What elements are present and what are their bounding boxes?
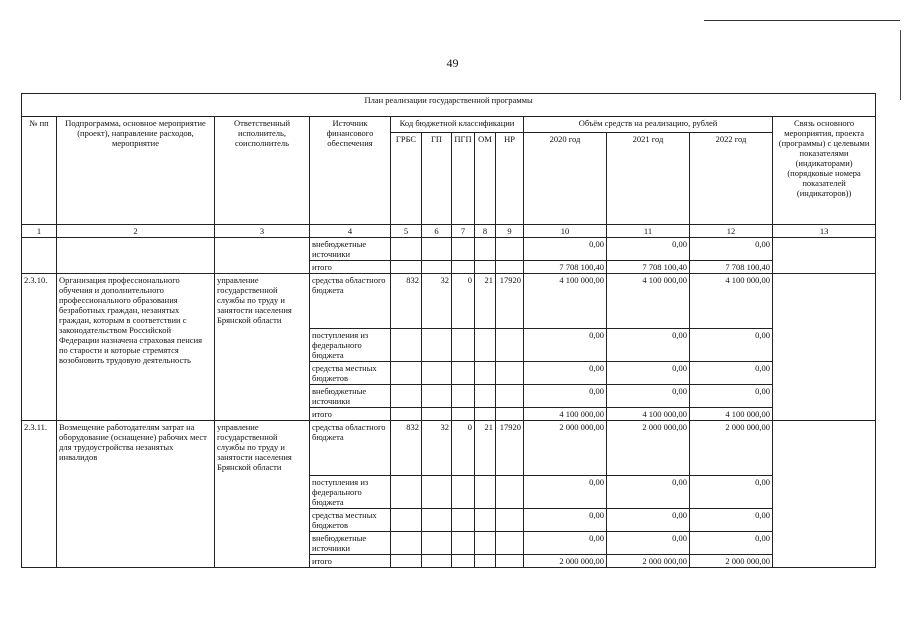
value-2021: 0,00 bbox=[607, 238, 690, 261]
value-2022: 0,00 bbox=[690, 238, 773, 261]
gp-cell: 32 bbox=[422, 421, 452, 476]
value-2020: 7 708 100,40 bbox=[524, 261, 607, 274]
link-cell bbox=[773, 238, 876, 274]
value-2020: 4 100 000,00 bbox=[524, 274, 607, 329]
col-number: 2 bbox=[57, 225, 215, 238]
item-num: 2.3.11. bbox=[22, 421, 57, 568]
source-cell: внебюджетные источники bbox=[310, 385, 391, 408]
header-num: № пп bbox=[22, 117, 57, 225]
col-number: 7 bbox=[452, 225, 475, 238]
value-2021: 2 000 000,00 bbox=[607, 421, 690, 476]
table-row bbox=[22, 238, 876, 261]
col-number: 6 bbox=[422, 225, 452, 238]
header-nr: НР bbox=[496, 133, 524, 225]
col-number: 1 bbox=[22, 225, 57, 238]
value-2021: 2 000 000,00 bbox=[607, 555, 690, 568]
pgp-cell: 0 bbox=[452, 421, 475, 476]
header-gp: ГП bbox=[422, 133, 452, 225]
value-2020: 0,00 bbox=[524, 362, 607, 385]
source-cell: средства областного бюджета bbox=[310, 421, 391, 476]
value-2020: 0,00 bbox=[524, 532, 607, 555]
col-number: 13 bbox=[773, 225, 876, 238]
table-title-row bbox=[22, 94, 876, 117]
link-cell bbox=[773, 274, 876, 421]
col-number: 10 bbox=[524, 225, 607, 238]
value-2022: 4 100 000,00 bbox=[690, 408, 773, 421]
nr-cell: 17920 bbox=[496, 274, 524, 329]
item-responsible: управление государственной службы по труду и занятости населения Брянской области bbox=[215, 421, 310, 568]
source-cell: итого bbox=[310, 408, 391, 421]
value-2020: 0,00 bbox=[524, 509, 607, 532]
carry-num-cell bbox=[22, 238, 57, 274]
column-number-row bbox=[22, 225, 876, 238]
value-2020: 0,00 bbox=[524, 385, 607, 408]
value-2022: 2 000 000,00 bbox=[690, 555, 773, 568]
value-2021: 0,00 bbox=[607, 362, 690, 385]
source-cell: средства местных бюджетов bbox=[310, 509, 391, 532]
value-2022: 0,00 bbox=[690, 362, 773, 385]
value-2020: 2 000 000,00 bbox=[524, 421, 607, 476]
value-2022: 0,00 bbox=[690, 329, 773, 362]
header-budget-code: Код бюджетной классификации bbox=[391, 117, 524, 133]
value-2020: 0,00 bbox=[524, 238, 607, 261]
value-2021: 4 100 000,00 bbox=[607, 408, 690, 421]
value-2021: 4 100 000,00 bbox=[607, 274, 690, 329]
source-cell: внебюджетные источники bbox=[310, 238, 391, 261]
header-responsible: Ответственный исполнитель, соисполнитель bbox=[215, 117, 310, 225]
link-cell bbox=[773, 421, 876, 568]
top-rule bbox=[704, 20, 900, 21]
source-cell: средства областного бюджета bbox=[310, 274, 391, 329]
value-2021: 0,00 bbox=[607, 476, 690, 509]
value-2022: 0,00 bbox=[690, 476, 773, 509]
col-number: 12 bbox=[690, 225, 773, 238]
col-number: 5 bbox=[391, 225, 422, 238]
value-2020: 4 100 000,00 bbox=[524, 408, 607, 421]
nr-cell: 17920 bbox=[496, 421, 524, 476]
value-2021: 0,00 bbox=[607, 329, 690, 362]
source-cell: итого bbox=[310, 555, 391, 568]
pgp-cell: 0 bbox=[452, 274, 475, 329]
carry-responsible-cell bbox=[215, 238, 310, 274]
item-name: Возмещение работодателям затрат на оборудование (оснащение) рабочих мест для трудоустройства незанятых инвалидов bbox=[57, 421, 215, 568]
table-row bbox=[22, 274, 876, 329]
page-number: 49 bbox=[446, 56, 459, 70]
value-2020: 0,00 bbox=[524, 329, 607, 362]
om-cell: 21 bbox=[475, 421, 496, 476]
value-2020: 2 000 000,00 bbox=[524, 555, 607, 568]
value-2022: 7 708 100,40 bbox=[690, 261, 773, 274]
header-pgp: ПГП bbox=[452, 133, 475, 225]
value-2020: 0,00 bbox=[524, 476, 607, 509]
value-2021: 0,00 bbox=[607, 532, 690, 555]
grbs-cell: 832 bbox=[391, 421, 422, 476]
value-2022: 0,00 bbox=[690, 532, 773, 555]
value-2022: 2 000 000,00 bbox=[690, 421, 773, 476]
value-2022: 0,00 bbox=[690, 385, 773, 408]
header-grbs: ГРБС bbox=[391, 133, 422, 225]
source-cell: средства местных бюджетов bbox=[310, 362, 391, 385]
value-2021: 0,00 bbox=[607, 385, 690, 408]
source-cell: поступления из федерального бюджета bbox=[310, 476, 391, 509]
header-source: Источник финансового обеспечения bbox=[310, 117, 391, 225]
item-num: 2.3.10. bbox=[22, 274, 57, 421]
om-cell: 21 bbox=[475, 274, 496, 329]
col-number: 9 bbox=[496, 225, 524, 238]
header-row-1 bbox=[22, 117, 876, 133]
source-cell: итого bbox=[310, 261, 391, 274]
item-responsible: управление государственной службы по труду и занятости населения Брянской области bbox=[215, 274, 310, 421]
header-2021: 2021 год bbox=[607, 133, 690, 225]
table-title: План реализации государственной программы bbox=[22, 94, 876, 117]
header-2022: 2022 год bbox=[690, 133, 773, 225]
value-2022: 0,00 bbox=[690, 509, 773, 532]
source-cell: поступления из федерального бюджета bbox=[310, 329, 391, 362]
program-plan-table bbox=[21, 93, 876, 568]
col-number: 11 bbox=[607, 225, 690, 238]
value-2022: 4 100 000,00 bbox=[690, 274, 773, 329]
header-link: Связь основного мероприятия, проекта (программы) с целевыми показателями (индикаторами) (порядковые номера показателей (индикаторов)) bbox=[773, 117, 876, 225]
source-cell: внебюджетные источники bbox=[310, 532, 391, 555]
gp-cell: 32 bbox=[422, 274, 452, 329]
grbs-cell: 832 bbox=[391, 274, 422, 329]
header-2020: 2020 год bbox=[524, 133, 607, 225]
value-2021: 0,00 bbox=[607, 509, 690, 532]
header-subprogram: Подпрограмма, основное мероприятие (проект), направление расходов, мероприятие bbox=[57, 117, 215, 225]
col-number: 3 bbox=[215, 225, 310, 238]
item-name: Организация профессионального обучения и дополнительного профессионального образования безработных граждан, незанятых граждан, которым в соответствии с законодательством Российской Федерации назначена страховая пенсия по старости и которые стремятся возобновить трудовую деятельность bbox=[57, 274, 215, 421]
col-number: 4 bbox=[310, 225, 391, 238]
header-volume: Объём средств на реализацию, рублей bbox=[524, 117, 773, 133]
carry-name-cell bbox=[57, 238, 215, 274]
table-row bbox=[22, 421, 876, 476]
col-number: 8 bbox=[475, 225, 496, 238]
value-2021: 7 708 100,40 bbox=[607, 261, 690, 274]
header-om: ОМ bbox=[475, 133, 496, 225]
